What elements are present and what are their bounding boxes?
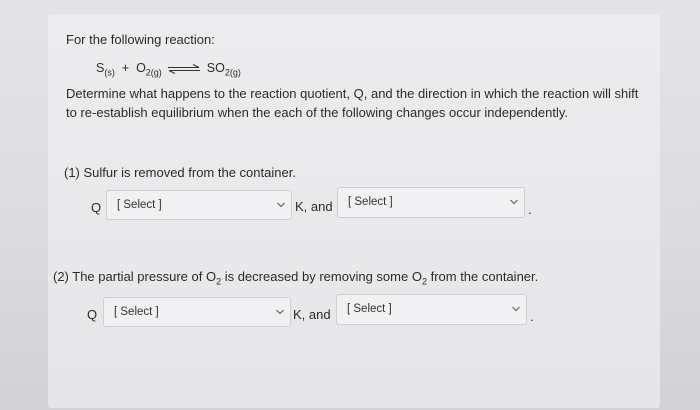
chevron-down-icon — [276, 200, 286, 210]
plus-sign: + — [121, 61, 130, 75]
part1-direction-select-value: [ Select ] — [348, 196, 393, 208]
part2-direction-select-value: [ Select ] — [347, 303, 392, 315]
part2-direction-select[interactable] — [336, 294, 527, 325]
part2-text-a: (2) The partial pressure of O — [53, 269, 217, 284]
part2-text-c: from the container. — [426, 269, 539, 284]
part1-direction-select[interactable] — [337, 187, 525, 218]
reactant-sulfur: S — [96, 61, 105, 75]
part2-subscript-1: 2 — [216, 276, 222, 287]
reactant-oxygen: O — [136, 61, 146, 75]
instructions-text: Determine what happens to the reaction quotient, Q, and the direction in which the reaction will shift to re-establish equilibrium when the each of the following changes occur independently. — [66, 86, 639, 120]
chevron-down-icon — [509, 197, 519, 207]
part1-q-label: Q — [91, 200, 102, 215]
product-subscript: 2(g) — [224, 67, 241, 78]
part1-q-k-select-value: [ Select ] — [117, 199, 162, 211]
part2-q-k-select-value: [ Select ] — [114, 306, 159, 318]
reaction-equation — [96, 59, 241, 83]
part1-k-and-label: K, and — [295, 199, 333, 214]
part1-prompt: (1) Sulfur is removed from the container. — [64, 165, 296, 180]
chevron-down-icon — [511, 304, 521, 314]
equilibrium-arrow-icon — [167, 64, 201, 74]
part2-q-label: Q — [87, 307, 98, 322]
part2-k-and-label: K, and — [293, 307, 331, 322]
part1-period: . — [528, 202, 532, 217]
part2-q-k-select[interactable] — [103, 297, 291, 327]
oxygen-subscript: 2(g) — [145, 67, 162, 78]
chevron-down-icon — [275, 307, 285, 317]
product-so2: SO — [206, 61, 225, 75]
part2-period: . — [530, 309, 534, 324]
part1-q-k-select[interactable] — [106, 190, 292, 220]
intro-text: For the following reaction: — [66, 32, 215, 47]
part2-text-b: is decreased by removing some O — [221, 269, 422, 284]
part2-prompt — [53, 267, 538, 292]
part2-subscript-2: 2 — [421, 276, 427, 287]
sulfur-state: (s) — [104, 67, 115, 78]
